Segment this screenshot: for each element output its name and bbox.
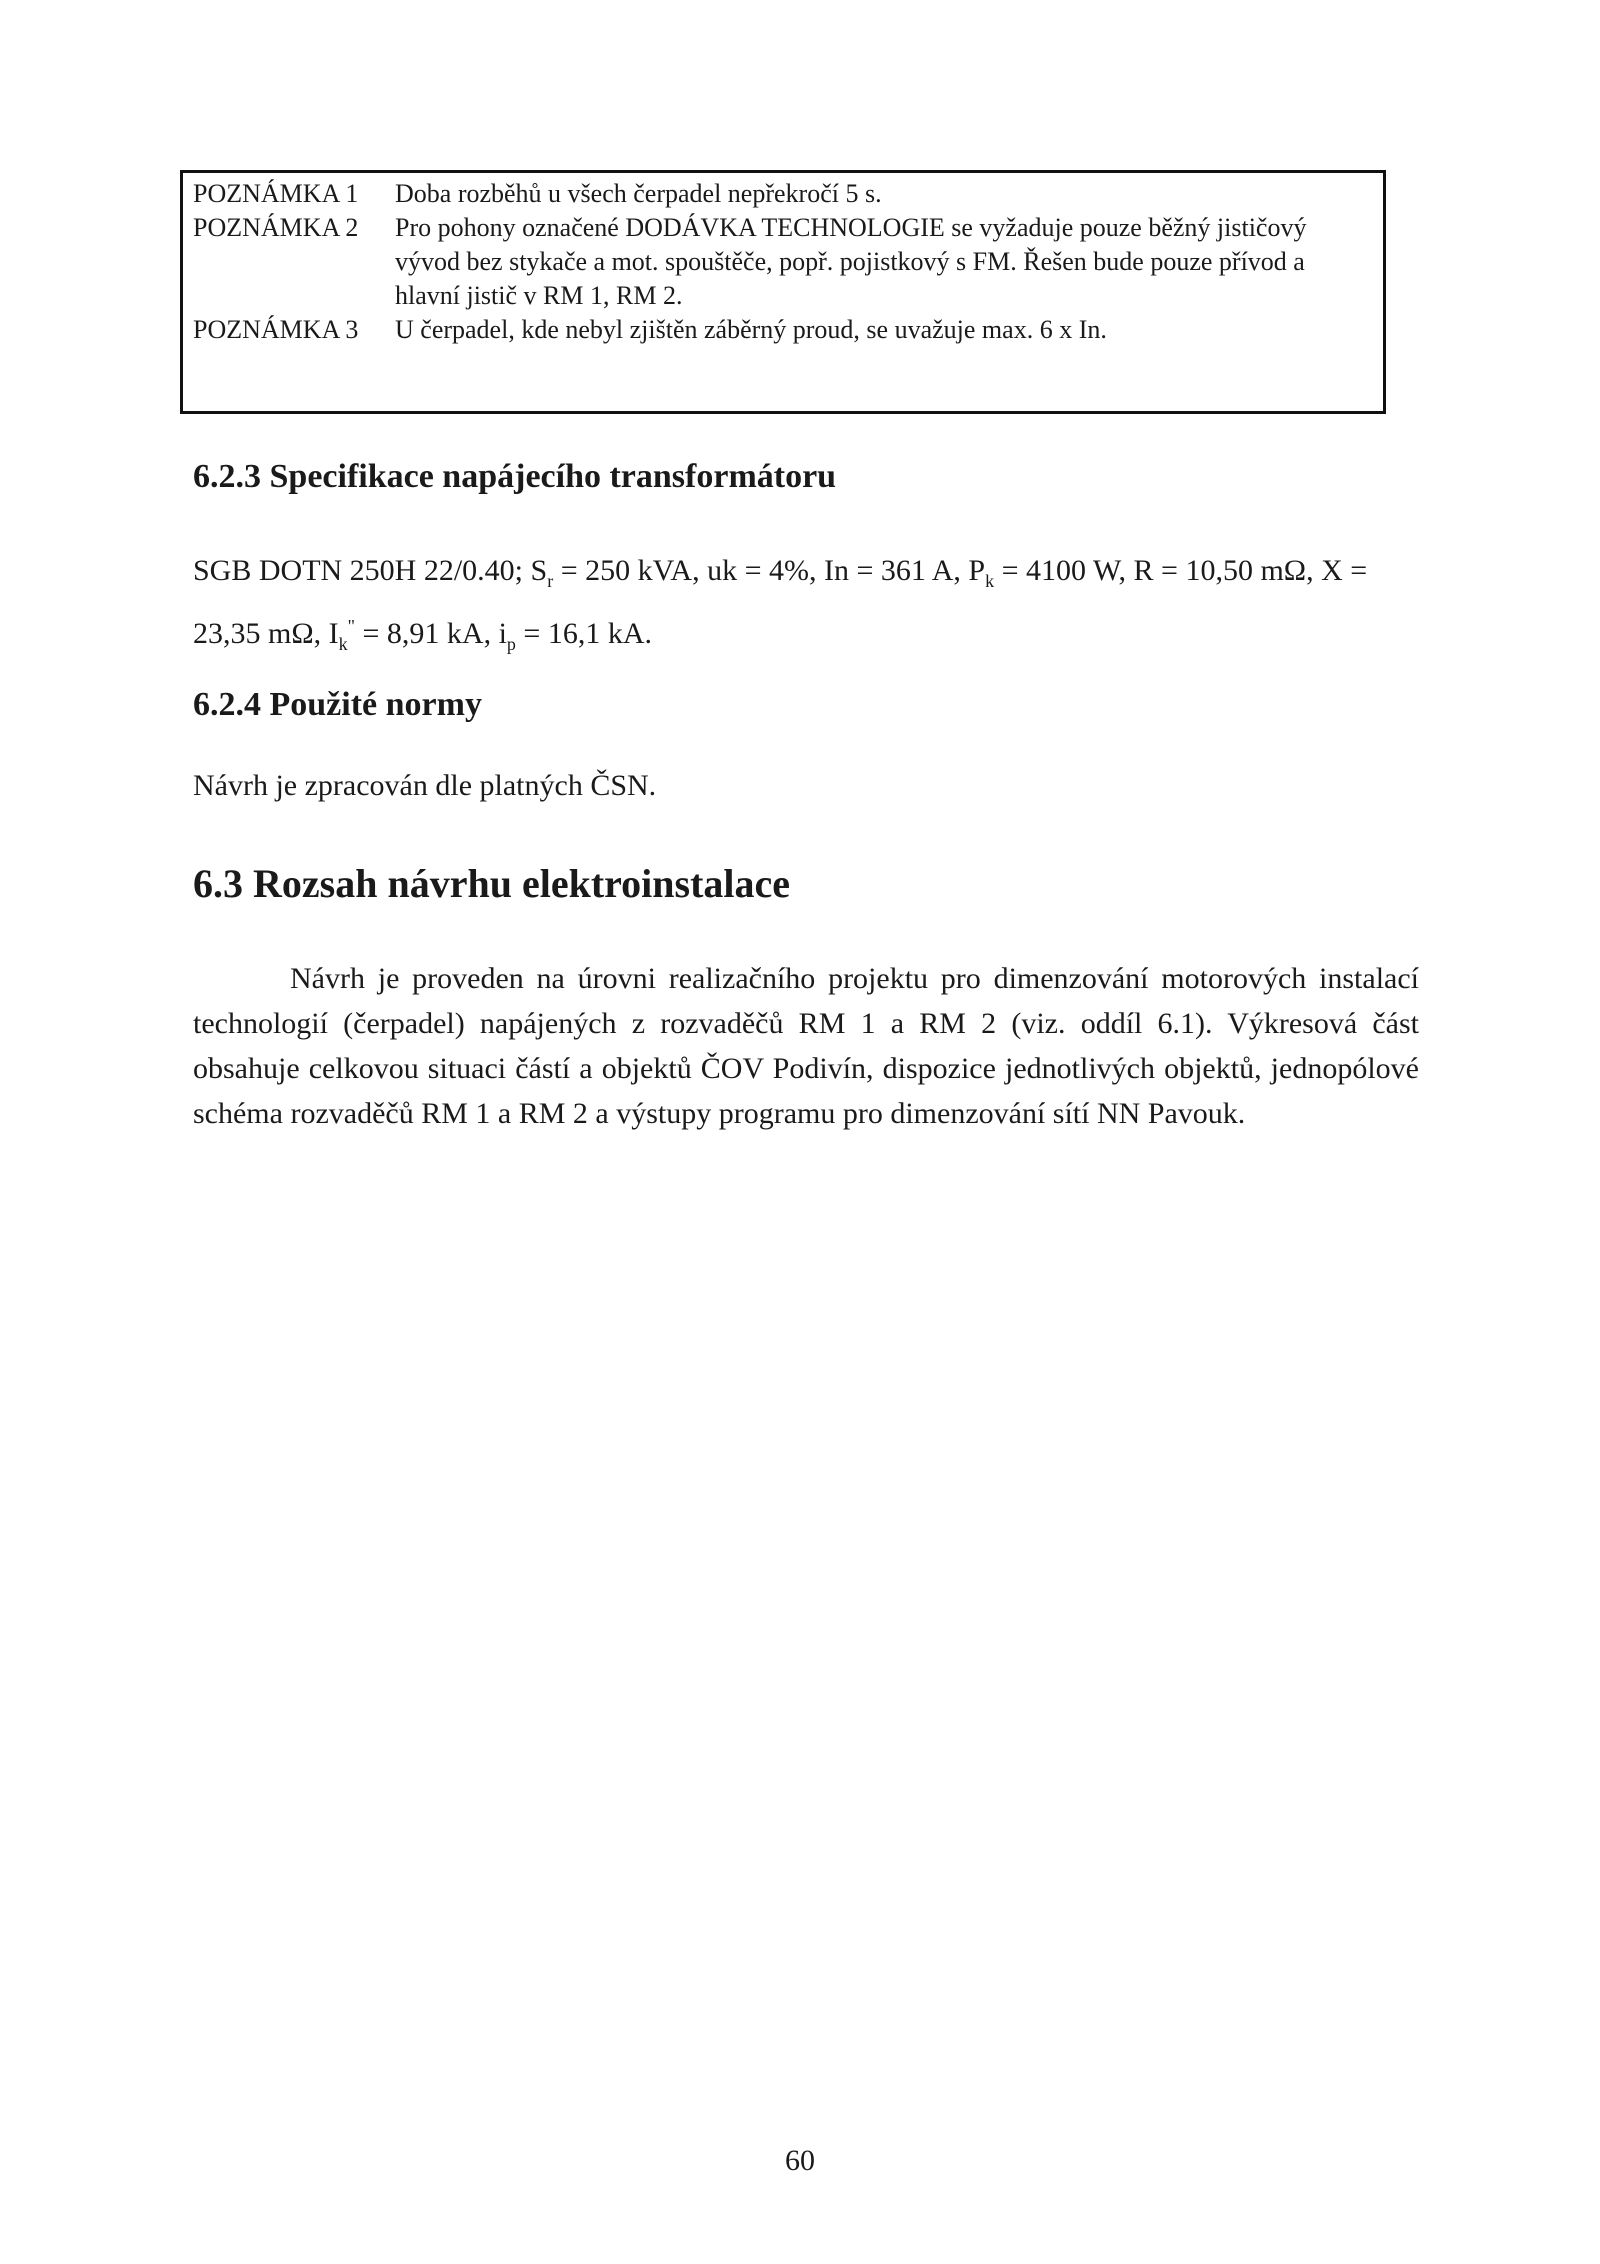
- note-3-label: POZNÁMKA 3: [193, 315, 359, 344]
- note-3: [193, 313, 1373, 347]
- transformer-spec: [193, 548, 1419, 667]
- section-624-heading: 6.2.4 Použité normy: [193, 686, 482, 723]
- section-623-heading: 6.2.3 Specifikace napájecího transformátoru: [193, 458, 837, 495]
- spec-sub-k: k: [985, 571, 995, 591]
- spec-sub-p: p: [506, 634, 516, 654]
- spec-sub-k2: k: [338, 634, 348, 654]
- note-3-text: U čerpadel, kde nebyl zjištěn záběrný proud, se uvažuje max. 6 x In.: [395, 315, 1107, 344]
- section-63-text: Návrh je proveden na úrovni realizačního projektu pro dimenzování motorových instalací technologií (čerpadel) napájených z rozvaděčů RM 1 a RM 2 (viz. oddíl 6.1). Výkresová část obsahuje celkovou situaci částí a objektů ČOV Podivín, dispozice jednotlivých objektů, jednopólové schéma rozvaděčů RM 1 a RM 2 a výstupy programu pro dimenzování sítí NN Pavouk.: [193, 962, 1419, 1130]
- spec-sup-dd: ": [347, 616, 355, 636]
- note-2: [193, 211, 1373, 313]
- note-2-text: Pro pohony označené DODÁVKA TECHNOLOGIE se vyžaduje pouze běžný jističový vývod bez stykače a mot. spouštěče, popř. pojistkový s FM. Řešen bude pouze přívod a hlavní jistič v RM 1, RM 2.: [395, 213, 1307, 310]
- note-1-label: POZNÁMKA 1: [193, 179, 359, 208]
- section-63-heading: 6.3 Rozsah návrhu elektroinstalace: [193, 861, 791, 906]
- spec-part4: = 8,91 kA, i: [354, 617, 507, 650]
- spec-part2: = 250 kVA, uk = 4%, In = 361 A, P: [553, 554, 986, 587]
- spec-part1: SGB DOTN 250H 22/0.40; S: [193, 554, 548, 587]
- section-624-text: Návrh je zpracován dle platných ČSN.: [193, 769, 657, 802]
- spec-part5: = 16,1 kA.: [515, 617, 652, 650]
- page-number: 60: [785, 2144, 815, 2177]
- note-1: [193, 177, 1373, 211]
- spec-sub-r: r: [547, 571, 554, 591]
- note-1-text: Doba rozběhů u všech čerpadel nepřekročí 5 s.: [395, 179, 882, 208]
- note-2-label: POZNÁMKA 2: [193, 213, 359, 242]
- notes-box: [180, 170, 1386, 414]
- spec-part3: = 4100 W, R = 10,50 mΩ, X = 23,35 mΩ, I: [193, 554, 1368, 650]
